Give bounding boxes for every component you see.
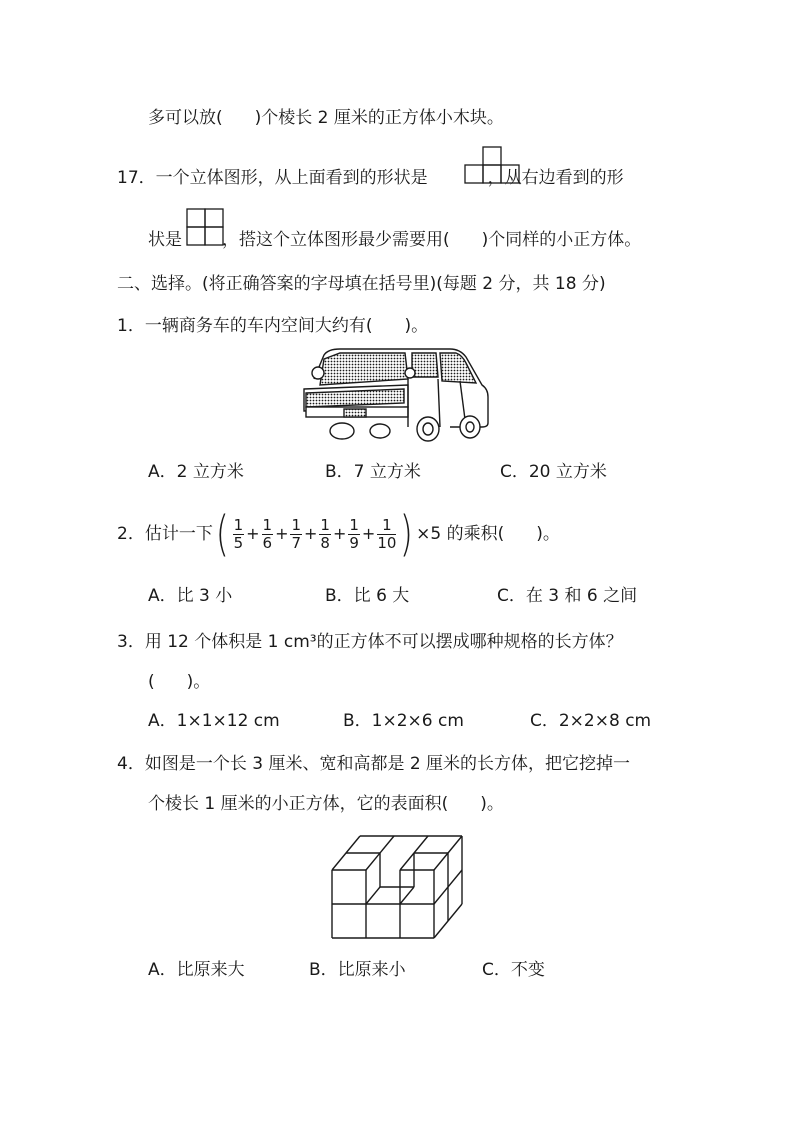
choice4-line2 bbox=[148, 792, 504, 816]
cuboid-figure bbox=[328, 832, 464, 942]
right-view-figure bbox=[186, 208, 226, 248]
choice3-option-c[interactable]: C．2×2×8 cm bbox=[530, 711, 652, 731]
denominator: 5 bbox=[233, 533, 244, 552]
choice2-question bbox=[117, 506, 560, 562]
plus-sign: + bbox=[304, 524, 318, 543]
denominator: 10 bbox=[377, 533, 397, 552]
choice1-option-a[interactable]: A．2 立方米 bbox=[148, 462, 244, 482]
numerator: 1 bbox=[233, 515, 244, 534]
denominator: 6 bbox=[262, 533, 273, 552]
choice1-option-c[interactable]: C．20 立方米 bbox=[500, 462, 607, 482]
fraction bbox=[319, 517, 331, 552]
choice3-option-a[interactable]: A．1×1×12 cm bbox=[148, 711, 280, 731]
choice3-option-b[interactable]: B．1×2×6 cm bbox=[343, 711, 464, 731]
fraction bbox=[262, 517, 274, 552]
choice4-option-b[interactable]: B．比原来小 bbox=[309, 960, 406, 980]
choice3-paren-close: )。 bbox=[186, 672, 211, 692]
q17-text-d: ，搭这个立体图形最少需要用( bbox=[222, 230, 450, 250]
plus-sign: + bbox=[275, 524, 289, 543]
choice3-line1: 3．用 12 个体积是 1 cm³的正方体不可以摆成哪种规格的长方体？ bbox=[117, 632, 623, 652]
choice2-option-a[interactable]: A．比 3 小 bbox=[148, 586, 233, 606]
q17-text-a: 一个立体图形，从上面看到的形状是 bbox=[155, 168, 428, 188]
choice1-question bbox=[117, 314, 428, 338]
fraction bbox=[290, 517, 302, 552]
fraction-sum bbox=[232, 515, 398, 552]
choice2-lead: 估计一下 bbox=[144, 524, 213, 544]
q17-text-c: 状是 bbox=[148, 230, 182, 250]
q16-tail-post: )个棱长 2 厘米的正方体小木块。 bbox=[254, 108, 504, 128]
choice2-tail-end: )。 bbox=[536, 524, 560, 544]
denominator: 9 bbox=[349, 533, 359, 552]
q16-tail-line bbox=[148, 106, 504, 130]
choice1-option-b[interactable]: B．7 立方米 bbox=[325, 462, 421, 482]
fraction bbox=[233, 517, 245, 552]
choice2-option-b[interactable]: B．比 6 大 bbox=[325, 586, 410, 606]
numerator: 1 bbox=[262, 515, 273, 534]
choice2-tail: ×5 的乘积( bbox=[416, 524, 505, 544]
left-paren: ( bbox=[215, 506, 229, 562]
q16-tail-pre: 多可以放( bbox=[148, 108, 223, 128]
q17-text-e: )个同样的小正方体。 bbox=[481, 230, 642, 250]
fraction bbox=[348, 517, 360, 552]
right-paren: ) bbox=[400, 506, 414, 562]
choice1-text-end: )。 bbox=[404, 316, 429, 336]
numerator: 1 bbox=[349, 515, 359, 534]
plus-sign: + bbox=[332, 524, 347, 543]
plus-sign: + bbox=[361, 524, 376, 543]
fraction bbox=[377, 517, 396, 552]
choice1-text: 1．一辆商务车的车内空间大约有( bbox=[117, 316, 373, 336]
numerator: 1 bbox=[377, 517, 396, 535]
plus-sign: + bbox=[246, 524, 260, 543]
numerator: 1 bbox=[320, 515, 330, 534]
q17-line1 bbox=[117, 166, 624, 190]
choice3-line2 bbox=[148, 670, 210, 694]
choice2-option-c[interactable]: C．在 3 和 6 之间 bbox=[497, 586, 638, 606]
numerator: 1 bbox=[291, 515, 302, 534]
denominator: 8 bbox=[320, 533, 330, 552]
choice3-paren-open: ( bbox=[148, 672, 155, 692]
denominator: 7 bbox=[291, 533, 302, 552]
q17-text-b: ，从右边看到的形 bbox=[487, 168, 624, 188]
choice2-number: 2． bbox=[117, 524, 145, 544]
q17-number: 17． bbox=[117, 168, 156, 188]
top-view-figure bbox=[464, 146, 522, 186]
section-2-header: 二、选择。(将正确答案的字母填在括号里)(每题 2 分，共 18 分) bbox=[117, 274, 606, 294]
choice4-line1: 4．如图是一个长 3 厘米、宽和高都是 2 厘米的长方体，把它挖掉一 bbox=[117, 754, 631, 774]
choice4-option-c[interactable]: C．不变 bbox=[482, 960, 545, 980]
choice4-text: 个棱长 1 厘米的小正方体，它的表面积( bbox=[148, 794, 449, 814]
choice4-text-end: )。 bbox=[480, 794, 504, 814]
choice4-option-a[interactable]: A．比原来大 bbox=[148, 960, 245, 980]
van-illustration bbox=[300, 345, 495, 445]
